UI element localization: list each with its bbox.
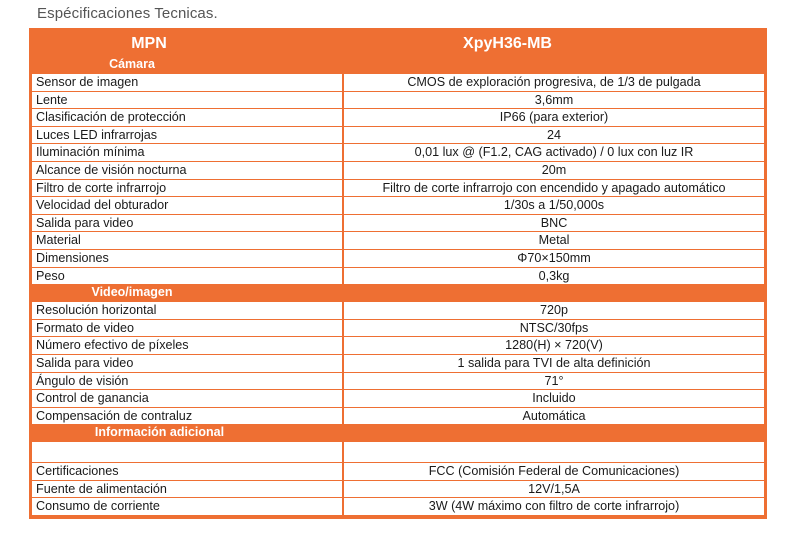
spec-label: Salida para video (32, 355, 342, 372)
spec-label: Resolución horizontal (32, 302, 342, 319)
section-title: Cámara (109, 57, 155, 71)
spec-label: Peso (32, 268, 342, 285)
spec-value: BNC (344, 215, 764, 232)
spec-value: Incluido (344, 390, 764, 407)
table-row (32, 408, 764, 426)
table-row (32, 180, 764, 198)
table-row (32, 162, 764, 180)
spec-value: 0,3kg (344, 268, 764, 285)
table-row (32, 442, 764, 463)
spec-label: Compensación de contraluz (32, 408, 342, 425)
table-row (32, 144, 764, 162)
spec-value: 12V/1,5A (344, 481, 764, 498)
table-row (32, 463, 764, 481)
spec-label: Salida para video (32, 215, 342, 232)
section-title: Información adicional (94, 425, 225, 440)
table-row (32, 215, 764, 233)
table-row (32, 355, 764, 373)
section-title: Video/imagen (91, 285, 173, 300)
spec-value: Automática (344, 408, 764, 425)
spec-label: Dimensiones (32, 250, 342, 267)
spec-label: Filtro de corte infrarrojo (32, 180, 342, 197)
spec-value: 71° (344, 373, 764, 390)
spec-label: Iluminación mínima (32, 144, 342, 161)
section-informacion-adicional (32, 425, 764, 442)
spec-label: Certificaciones (32, 463, 342, 480)
model-number: XpyH36-MB (463, 35, 552, 52)
spec-label: Formato de video (32, 320, 342, 337)
spec-label: Material (32, 232, 342, 249)
spec-value: Metal (344, 232, 764, 249)
spec-value: IP66 (para exterior) (344, 109, 764, 126)
table-row (32, 74, 764, 92)
table-row (32, 127, 764, 145)
spec-value: Φ70×150mm (344, 250, 764, 267)
spec-label (32, 442, 342, 462)
table-row (32, 390, 764, 408)
spec-label: Consumo de corriente (32, 498, 342, 515)
section-video-imagen (32, 285, 764, 302)
spec-value: 24 (344, 127, 764, 144)
table-header (32, 31, 764, 57)
table-row (32, 302, 764, 320)
spec-value: 3,6mm (344, 92, 764, 109)
spec-label: Control de ganancia (32, 390, 342, 407)
spec-value: 3W (4W máximo con filtro de corte infrarrojo) (344, 498, 764, 515)
spec-value: FCC (Comisión Federal de Comunicaciones) (344, 463, 764, 480)
spec-label: Sensor de imagen (32, 74, 342, 91)
section-camara (32, 57, 764, 74)
spec-label: Luces LED infrarrojas (32, 127, 342, 144)
table-row (32, 232, 764, 250)
table-row (32, 197, 764, 215)
mpn-label: MPN (131, 35, 167, 52)
table-row (32, 320, 764, 338)
spec-value: NTSC/30fps (344, 320, 764, 337)
spec-value: 1/30s a 1/50,000s (344, 197, 764, 214)
spec-label: Número efectivo de píxeles (32, 337, 342, 354)
table-row (32, 373, 764, 391)
spec-value: 1280(H) × 720(V) (344, 337, 764, 354)
table-row (32, 92, 764, 110)
table-row (32, 250, 764, 268)
spec-value: 0,01 lux @ (F1.2, CAG activado) / 0 lux con luz IR (344, 144, 764, 161)
table-row (32, 337, 764, 355)
table-row (32, 498, 764, 516)
spec-value: 720p (344, 302, 764, 319)
spec-value (344, 442, 764, 462)
spec-table (29, 28, 767, 519)
page-title: Espécificaciones Tecnicas. (37, 5, 218, 22)
spec-value: CMOS de exploración progresiva, de 1/3 de pulgada (344, 74, 764, 91)
spec-label: Clasificación de protección (32, 109, 342, 126)
table-row (32, 481, 764, 499)
spec-label: Alcance de visión nocturna (32, 162, 342, 179)
spec-value: Filtro de corte infrarrojo con encendido y apagado automático (344, 180, 764, 197)
spec-label: Fuente de alimentación (32, 481, 342, 498)
table-row (32, 109, 764, 127)
spec-value: 20m (344, 162, 764, 179)
spec-label: Velocidad del obturador (32, 197, 342, 214)
spec-value: 1 salida para TVI de alta definición (344, 355, 764, 372)
table-row (32, 268, 764, 286)
spec-label: Ángulo de visión (32, 373, 342, 390)
spec-label: Lente (32, 92, 342, 109)
